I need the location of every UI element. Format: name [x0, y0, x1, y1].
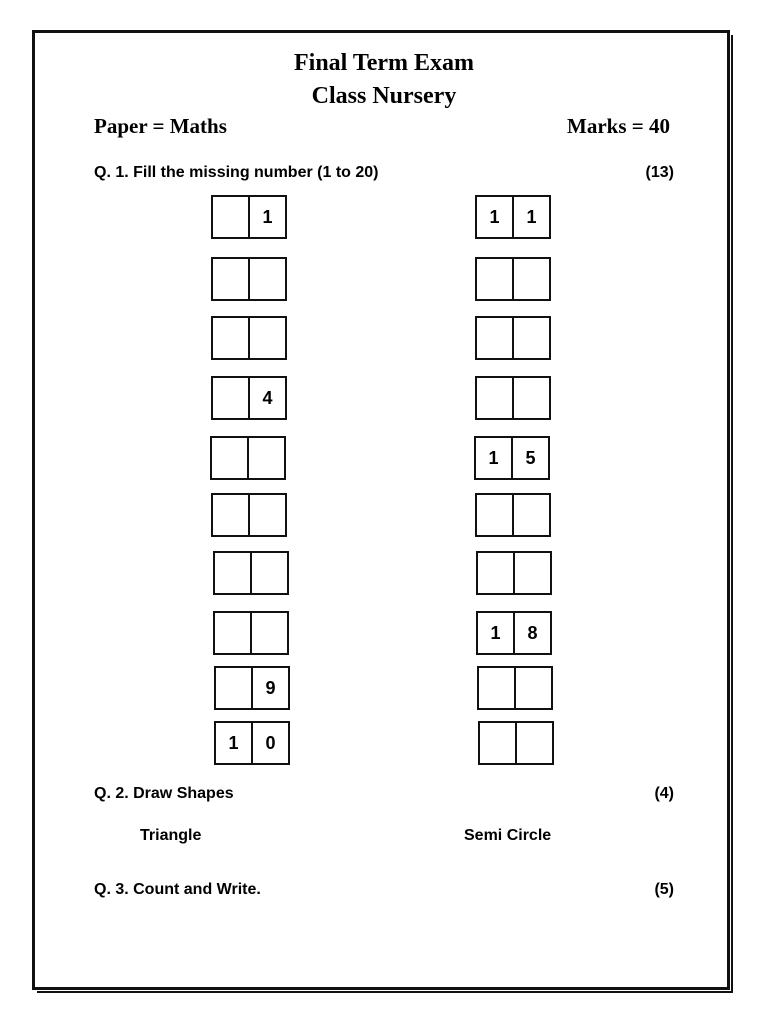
number-box-ones-cell[interactable] — [512, 495, 549, 535]
number-box-tens-cell[interactable] — [213, 318, 248, 358]
number-box[interactable] — [475, 257, 551, 301]
number-box-ones-cell[interactable] — [512, 318, 549, 358]
number-box-ones-cell[interactable] — [512, 378, 549, 418]
marks-label: Marks = 40 — [567, 114, 670, 138]
number-box[interactable] — [213, 551, 289, 595]
number-box-ones-cell[interactable] — [247, 438, 284, 478]
number-box[interactable] — [210, 436, 286, 480]
number-box-ones-cell[interactable] — [248, 259, 285, 299]
number-box[interactable] — [211, 257, 287, 301]
q3-label: Q. 3. Count and Write. — [94, 881, 261, 898]
number-box[interactable] — [476, 551, 552, 595]
q3-marks: (5) — [654, 881, 674, 898]
number-box-ones-cell[interactable]: 1 — [512, 197, 549, 237]
number-box[interactable] — [213, 611, 289, 655]
q1-label: Q. 1. Fill the missing number (1 to 20) — [94, 164, 379, 181]
number-box-ones-cell[interactable] — [513, 553, 550, 593]
number-box-tens-cell[interactable] — [477, 259, 512, 299]
number-box-ones-cell[interactable] — [514, 668, 551, 708]
number-box-tens-cell[interactable] — [478, 553, 513, 593]
number-box-tens-cell[interactable] — [213, 259, 248, 299]
number-box-tens-cell[interactable] — [213, 495, 248, 535]
number-box[interactable] — [477, 666, 553, 710]
number-box-tens-cell[interactable]: 1 — [489, 206, 500, 227]
number-box[interactable] — [211, 493, 287, 537]
number-box[interactable] — [214, 666, 290, 710]
number-box-tens-cell[interactable] — [213, 197, 248, 237]
number-box-tens-cell[interactable]: 1 — [488, 447, 499, 468]
number-box-ones-cell[interactable]: 5 — [511, 438, 548, 478]
number-box[interactable] — [478, 721, 554, 765]
number-box[interactable] — [211, 316, 287, 360]
shape-semicircle-label: Semi Circle — [464, 827, 552, 844]
number-box-tens-cell[interactable] — [479, 668, 514, 708]
number-box[interactable] — [214, 721, 290, 765]
number-box-tens-cell[interactable] — [216, 668, 251, 708]
exam-title: Final Term Exam — [293, 50, 474, 76]
number-box[interactable] — [476, 611, 552, 655]
shape-triangle-label: Triangle — [140, 827, 202, 844]
number-box-ones-cell[interactable] — [515, 723, 552, 763]
number-box-tens-cell[interactable]: 1 — [228, 732, 239, 753]
number-box-ones-cell[interactable] — [248, 318, 285, 358]
number-box[interactable] — [474, 436, 550, 480]
number-box[interactable] — [475, 316, 551, 360]
number-box-tens-cell[interactable] — [215, 613, 250, 653]
q2-marks: (4) — [654, 785, 674, 802]
number-box-ones-cell[interactable]: 8 — [513, 613, 550, 653]
number-box-ones-cell[interactable]: 9 — [251, 668, 288, 708]
q1-marks: (13) — [645, 164, 674, 181]
number-box[interactable] — [475, 376, 551, 420]
number-box[interactable] — [211, 376, 287, 420]
number-box[interactable] — [211, 195, 287, 239]
number-box-tens-cell[interactable] — [477, 378, 512, 418]
number-box-ones-cell[interactable] — [250, 553, 287, 593]
class-title: Class Nursery — [311, 83, 457, 109]
number-box-ones-cell[interactable]: 1 — [248, 197, 285, 237]
paper-label: Paper = Maths — [94, 114, 227, 138]
number-box-tens-cell[interactable] — [213, 378, 248, 418]
number-box-ones-cell[interactable]: 0 — [251, 723, 288, 763]
q2-label: Q. 2. Draw Shapes — [94, 785, 234, 802]
number-box[interactable] — [475, 195, 551, 239]
number-box-tens-cell[interactable] — [477, 495, 512, 535]
number-box-tens-cell[interactable] — [477, 318, 512, 358]
number-box-tens-cell[interactable] — [212, 438, 247, 478]
number-box[interactable] — [475, 493, 551, 537]
number-box-tens-cell[interactable]: 1 — [490, 622, 501, 643]
number-box-ones-cell[interactable] — [248, 495, 285, 535]
number-box-ones-cell[interactable]: 4 — [248, 378, 285, 418]
number-box-ones-cell[interactable] — [250, 613, 287, 653]
number-box-tens-cell[interactable] — [215, 553, 250, 593]
number-box-ones-cell[interactable] — [512, 259, 549, 299]
number-box-tens-cell[interactable] — [480, 723, 515, 763]
